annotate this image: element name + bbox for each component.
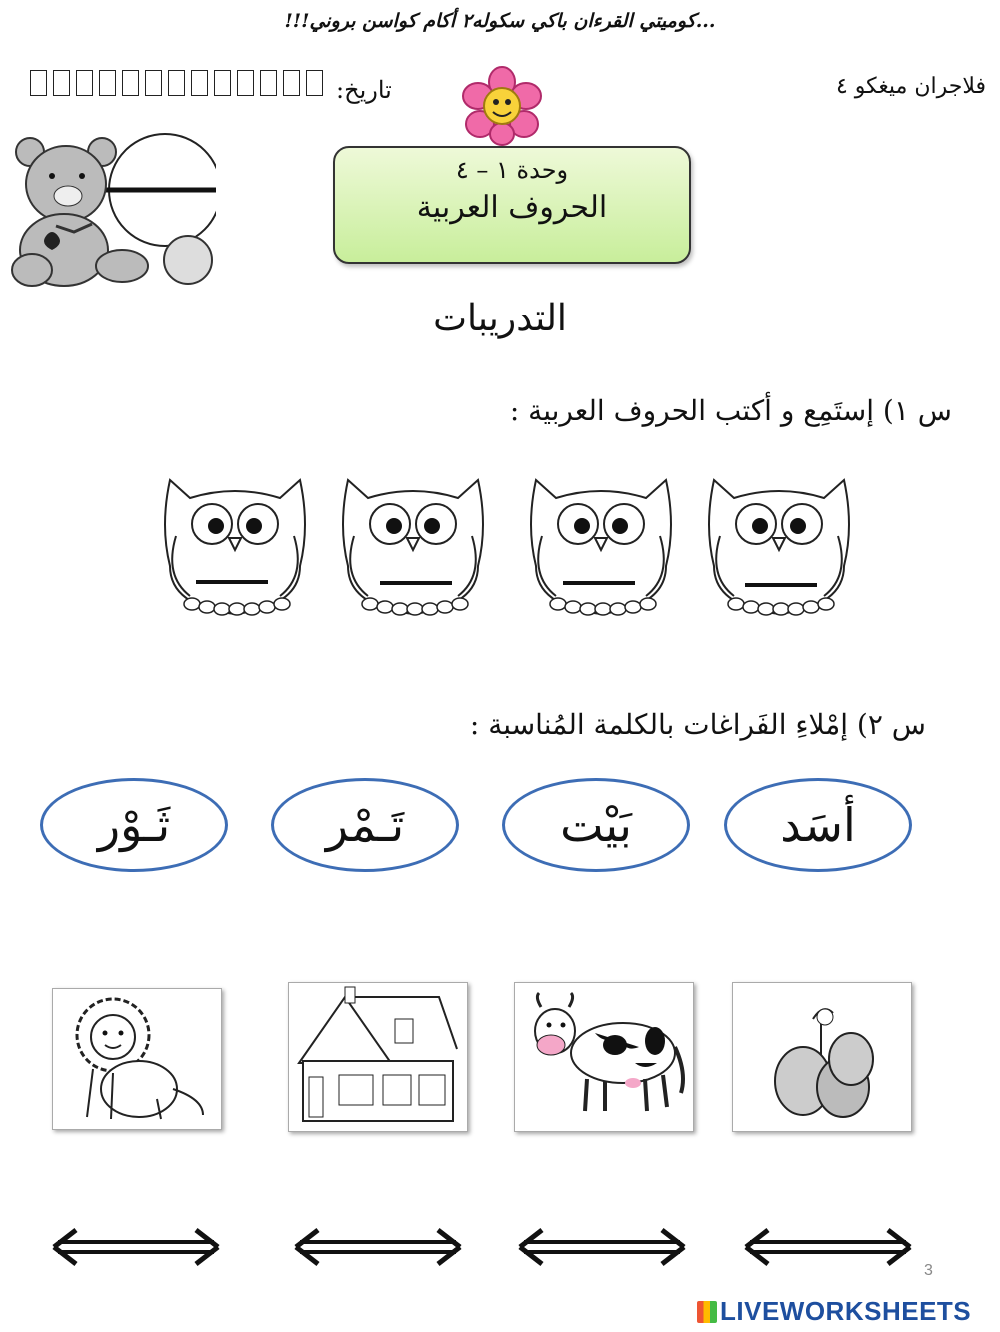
house-icon xyxy=(289,983,467,1131)
brand-text: LIVEWORKSHEETS xyxy=(720,1296,972,1326)
unit-number: وحدة ١ – ٤ xyxy=(455,156,569,184)
liveworksheets-logo[interactable] xyxy=(697,1296,971,1327)
answer-arrow-1[interactable] xyxy=(48,1226,224,1268)
liveworksheets-icon xyxy=(697,1301,717,1323)
teddy-bear-image xyxy=(10,132,216,292)
cow-picture xyxy=(514,982,694,1132)
word-oval-tamr[interactable]: تَـمْر xyxy=(271,778,459,872)
answer-blank-4[interactable] xyxy=(745,583,817,587)
class-name: فلاجران ميغكو ٤ xyxy=(835,74,986,99)
word-oval-bayt[interactable]: بَيْت xyxy=(502,778,690,872)
unit-topic: الحروف العربية xyxy=(416,190,608,225)
lion-picture xyxy=(52,988,222,1130)
date-label: تاريخ: xyxy=(336,76,392,104)
owl-image-4 xyxy=(709,480,849,615)
owl-image-1 xyxy=(165,480,305,615)
word-oval-asad[interactable]: أسَد xyxy=(724,778,912,872)
question-1: س ١) إستَمِع و أكتب الحروف العربية : xyxy=(509,394,952,427)
dates-icon xyxy=(733,983,911,1131)
word-oval-thawr[interactable]: ثَـوْر xyxy=(40,778,228,872)
unit-title-box xyxy=(333,146,691,264)
answer-arrow-3[interactable] xyxy=(514,1226,690,1268)
answer-blank-1[interactable] xyxy=(196,580,268,584)
answer-blank-3[interactable] xyxy=(563,581,635,585)
owls-row xyxy=(160,474,870,624)
dates-picture xyxy=(732,982,912,1132)
answer-arrow-4[interactable] xyxy=(740,1226,916,1268)
cow-icon xyxy=(515,983,693,1131)
owl-image-3 xyxy=(531,480,671,615)
flower-icon xyxy=(458,64,546,150)
page-heading: التدريبات xyxy=(433,298,567,339)
answer-blank-2[interactable] xyxy=(380,581,452,585)
date-input-boxes[interactable] xyxy=(30,70,323,96)
house-picture xyxy=(288,982,468,1132)
question-2: س ٢) إمْلاءِ الفَراغات بالكلمة المُناسبة : xyxy=(469,708,926,741)
answer-arrow-2[interactable] xyxy=(290,1226,466,1268)
owl-image-2 xyxy=(343,480,483,615)
lion-icon xyxy=(53,989,221,1129)
school-title: ...كوميتي القرءان باكي سكوله٢ أكام كواسن بروني!!! xyxy=(284,10,716,32)
page-number: 3 xyxy=(924,1262,933,1279)
